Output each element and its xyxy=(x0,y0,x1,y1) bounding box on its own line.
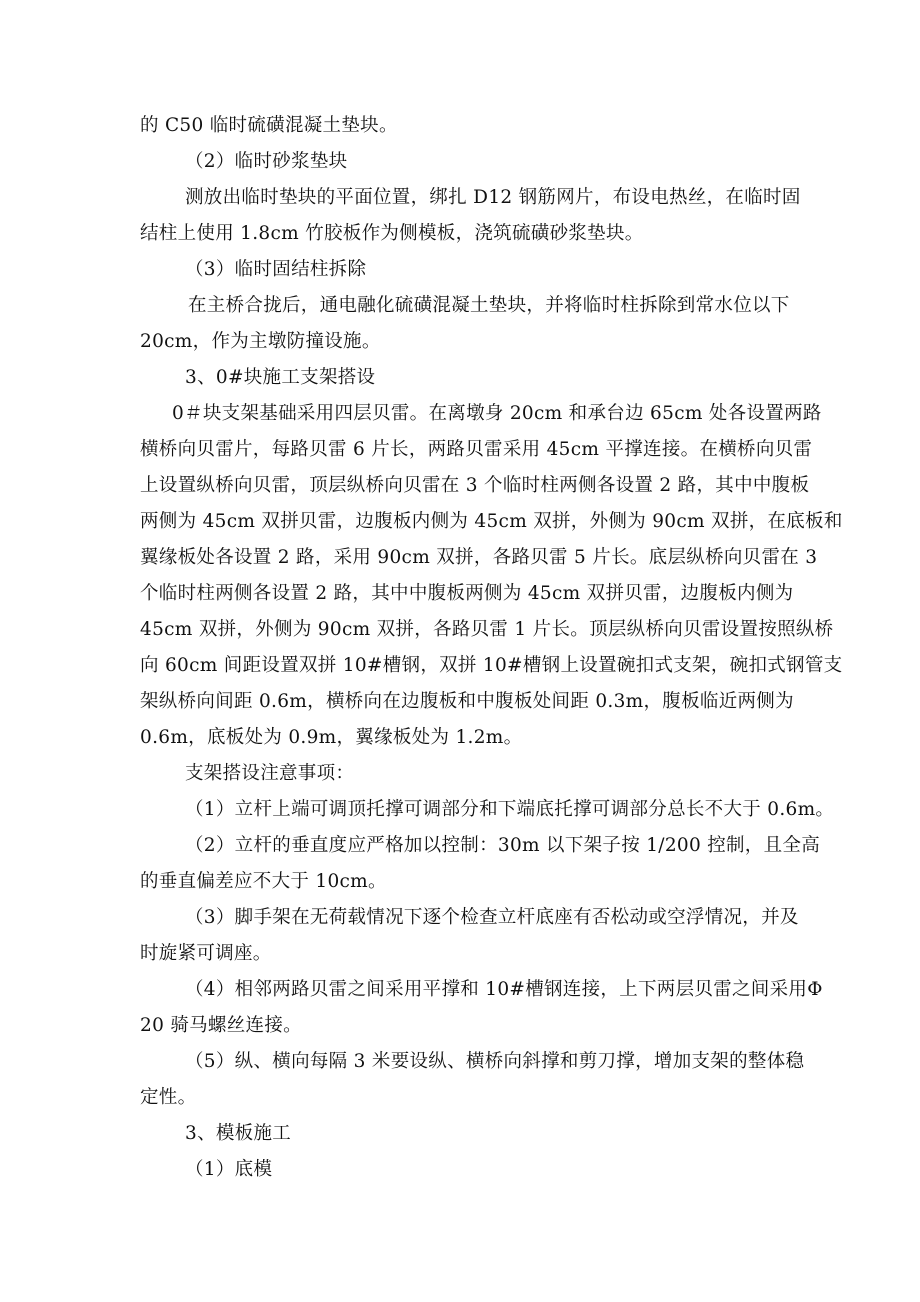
text-line: 结柱上使用 1.8cm 竹胶板作为侧模板，浇筑硫磺砂浆垫块。 xyxy=(140,223,644,244)
text-line: 的垂直偏差应不大于 10cm。 xyxy=(140,871,387,892)
text-line: （1）立杆上端可调顶托撑可调部分和下端底托撑可调部分总长不大于 0.6m。 xyxy=(185,799,835,820)
text-line: 横桥向贝雷片，每路贝雷 6 片长，两路贝雷采用 45cm 平撑连接。在横桥向贝雷 xyxy=(140,439,813,460)
text-line: 时旋紧可调座。 xyxy=(140,943,272,964)
section-heading: 3、模板施工 xyxy=(185,1123,292,1144)
text-line: （2）立杆的垂直度应严格加以控制：30m 以下架子按 1/200 控制，且全高 xyxy=(185,835,821,856)
subheading: （1）底模 xyxy=(185,1159,273,1180)
subheading: （2）临时砂浆垫块 xyxy=(185,151,348,172)
text-line: 向 60cm 间距设置双拼 10#槽钢，双拼 10#槽钢上设置碗扣式支架，碗扣式钢管支 xyxy=(140,655,843,676)
text-line: 20 骑马螺丝连接。 xyxy=(140,1015,302,1036)
text-line: 两侧为 45cm 双拼贝雷，边腹板内侧为 45cm 双拼，外侧为 90cm 双拼，在底板和 xyxy=(140,511,843,532)
text-line: 45cm 双拼，外侧为 90cm 双拼，各路贝雷 1 片长。顶层纵桥向贝雷设置按照纵桥 xyxy=(140,619,834,640)
text-line: （5）纵、横向每隔 3 米要设纵、横桥向斜撑和剪刀撑，增加支架的整体稳 xyxy=(185,1051,805,1072)
text-line: 0.6m，底板处为 0.9m，翼缘板处为 1.2m。 xyxy=(140,727,523,748)
subheading: 支架搭设注意事项： xyxy=(185,763,355,784)
text-line: 个临时柱两侧各设置 2 路，其中中腹板两侧为 45cm 双拼贝雷，边腹板内侧为 xyxy=(140,583,794,604)
text-line: （4）相邻两路贝雷之间采用平撑和 10#槽钢连接，上下两层贝雷之间采用Φ xyxy=(185,979,823,1000)
text-line: 架纵桥向间距 0.6m，横桥向在边腹板和中腹板处间距 0.3m，腹板临近两侧为 xyxy=(140,691,794,712)
text-line: 在主桥合拢后，通电融化硫磺混凝土垫块，并将临时柱拆除到常水位以下 xyxy=(188,295,790,316)
text-line: 上设置纵桥向贝雷，顶层纵桥向贝雷在 3 个临时柱两侧各设置 2 路，其中中腹板 xyxy=(140,475,810,496)
text-line: 20cm，作为主墩防撞设施。 xyxy=(140,331,381,352)
text-line: （3）脚手架在无荷载情况下逐个检查立杆底座有否松动或空浮情况，并及 xyxy=(185,907,799,928)
section-heading: 3、0#块施工支架搭设 xyxy=(185,367,376,388)
subheading: （3）临时固结柱拆除 xyxy=(185,259,367,280)
text-line: 的 C50 临时硫磺混凝土垫块。 xyxy=(140,115,398,136)
text-line: 定性。 xyxy=(140,1087,197,1108)
text-line: 翼缘板处各设置 2 路，采用 90cm 双拼，各路贝雷 5 片长。底层纵桥向贝雷在 3 xyxy=(140,547,818,568)
text-line: 测放出临时垫块的平面位置，绑扎 D12 钢筋网片，布设电热丝，在临时固 xyxy=(185,187,801,208)
text-line: 0＃块支架基础采用四层贝雷。在离墩身 20cm 和承台边 65cm 处各设置两路 xyxy=(172,403,822,424)
